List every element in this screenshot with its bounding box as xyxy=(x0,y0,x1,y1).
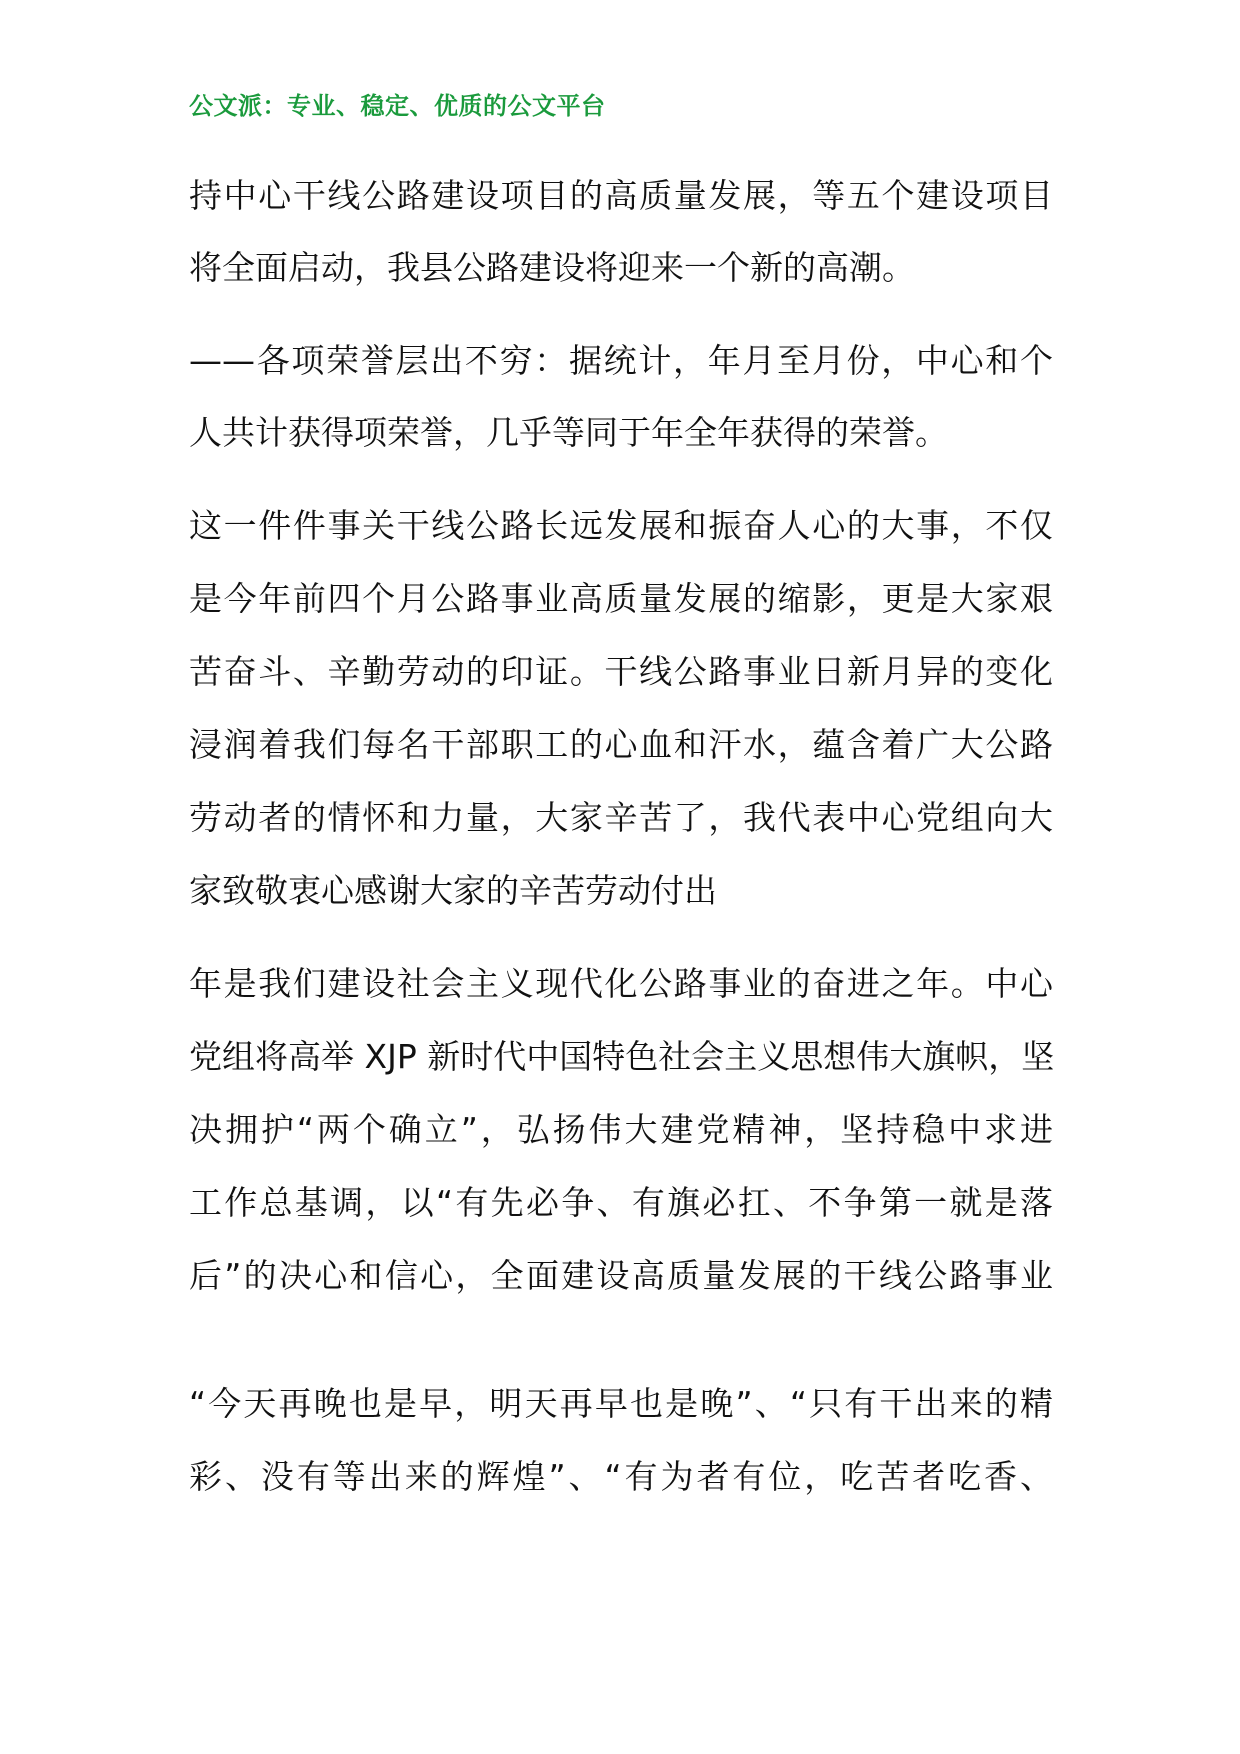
body-text-line: 后”的决心和信心，全面建设高质量发展的干线公路事业 xyxy=(189,1256,1053,1295)
site-slogan-header: 公文派：专业、稳定、优质的公文平台 xyxy=(189,92,606,120)
body-text-line: 彩、没有等出来的辉煌”、“有为者有位，吃苦者吃香、 xyxy=(189,1457,1053,1496)
body-text-line: 工作总基调，以“有先必争、有旗必扛、不争第一就是落 xyxy=(189,1183,1053,1222)
body-text-line: 党组将高举 XJP 新时代中国特色社会主义思想伟大旗帜，坚 xyxy=(189,1037,1055,1076)
body-text-line: 劳动者的情怀和力量，大家辛苦了，我代表中心党组向大 xyxy=(189,798,1053,837)
body-text-line: 决拥护“两个确立”，弘扬伟大建党精神，坚持稳中求进 xyxy=(189,1110,1053,1149)
body-text-line: ——各项荣誉层出不穷：据统计，年月至月份，中心和个 xyxy=(189,341,1053,380)
body-text-line: 这一件件事关干线公路长远发展和振奋人心的大事，不仅 xyxy=(189,506,1053,545)
body-text-line: 家致敬衷心感谢大家的辛苦劳动付出 xyxy=(189,871,717,910)
body-text-line: 苦奋斗、辛勤劳动的印证。干线公路事业日新月异的变化 xyxy=(189,652,1053,691)
body-text-line: 浸润着我们每名干部职工的心血和汗水，蕴含着广大公路 xyxy=(189,725,1053,764)
body-text-line: 年是我们建设社会主义现代化公路事业的奋进之年。中心 xyxy=(189,964,1053,1003)
body-text-line: “今天再晚也是早，明天再早也是晚”、“只有干出来的精 xyxy=(189,1384,1053,1423)
body-text-line: 将全面启动，我县公路建设将迎来一个新的高潮。 xyxy=(189,248,915,287)
body-text-line: 持中心干线公路建设项目的高质量发展，等五个建设项目 xyxy=(189,176,1053,215)
body-text-line: 是今年前四个月公路事业高质量发展的缩影，更是大家艰 xyxy=(189,579,1053,618)
body-text-line: 人共计获得项荣誉，几乎等同于年全年获得的荣誉。 xyxy=(189,413,948,452)
